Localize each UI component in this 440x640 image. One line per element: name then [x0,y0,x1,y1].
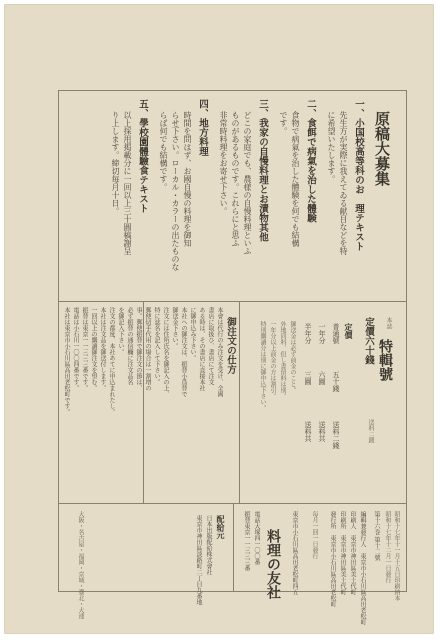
recruit-item-5-body-1: 以上採用掲載分に一回以上三十圓稿謝呈 [123,111,132,255]
special-note-1: 御送金は必ず前金のこと。 [289,321,296,393]
order-line-14: 本社は注文品を御送付します。 [99,307,106,391]
order-line-1: 本會は代行のみ注文を受け、全國 [216,307,223,397]
colophon-frame [58,90,407,625]
price-row-1-label: 普通號 [332,323,340,344]
colophon-monthly: 毎月一回一日發行 [311,511,318,559]
recruit-item-4-head: 四、地方料理 [197,99,208,156]
order-line-9: 郵便切手代用の場合は一割増の [144,307,151,391]
special-price-note-left: 本誌 [385,317,392,329]
distrib-line-1: 日本出版配給株式會社 [205,515,212,575]
recruit-item-1-body-1: 先生方が実際に我えてゐる献目などを特 [339,111,348,255]
price-table-title: 定價 [344,323,354,339]
price-row-1-c2: 送料二錢 [332,421,340,449]
recruit-item-3-head: 三、我家の自慢料理とお漬物其他 [257,99,268,242]
special-title: 特輯號 [377,339,393,381]
order-line-11: 必ず振替の通信欄に注文品名 [126,307,133,385]
order-line-3: ある時は、その書店に直接本社 [198,307,205,391]
distrib-divider [233,503,234,591]
publisher-name: 料理の友社 [265,529,281,599]
distrib-line-2: 東京市神田區淡路町二丁目九番地 [195,515,202,605]
special-note-2: 外地同料、但し書留料は別。 [279,321,286,399]
recruit-item-1-head: 一、小国校高等科のお 理テキスト [353,99,364,251]
price-row-3-label: 半年分 [304,323,312,344]
colophon-bottom-left: 大阪・名古屋・福岡・京城・臺北・大連 [77,511,84,619]
colophon-field-2: 印刷人 東京市神田區美土代町 [349,511,356,595]
colophon-date-2: 昭和十七年十二月一日發行 [384,511,391,583]
recruit-item-2-body-1: 食物で病氣を治した體験を何でも結構 [291,111,300,247]
special-price: 定價六十錢 [363,317,374,365]
order-line-15: 一回以上の購讀御注文を望む。 [90,307,97,391]
colophon-field-3: 印刷所 東京市神田區美土代町 [339,511,346,595]
recruit-item-3-body-2: ものがあるものです。これらにと思ふ [231,111,240,247]
recruit-item-4-body-2: らせ下さい。ローカル・カラーの出たものな [171,111,180,271]
order-line-6: 御送金下さい。 [171,307,178,349]
order-line-8: 特に誌名を記入して下さい。 [153,307,160,385]
special-price-note-right: 送料二錢 [367,419,374,443]
order-line-12: を御記入下さい。 [117,307,124,355]
recruit-item-1-body-2: に希望いたします。 [327,111,336,183]
special-note-4: 特別購讀分は別に御申込下さい。 [259,321,266,411]
colophon-field-1: 編輯兼發行人 東京市小石川區高田老松町 [359,511,366,625]
recruit-item-3-body-1: どこの家庭でも、農様の自慢料理といふ [243,111,252,255]
order-line-2: 書店に取扱ひ、書店にて注文 [207,307,214,385]
price-row-3-c2: 送料共 [304,421,312,442]
order-line-17: 電話は小石川一〇〇四番です。 [72,307,79,391]
colophon-date-1: 昭和十七年十一月十五日印刷納本 [393,511,400,601]
recruit-item-4-body-3: らば何でも結構です。 [159,111,168,191]
special-note-3: 一年分以上前金の方は割引。 [269,321,276,399]
price-row-2-c2: 送料共 [318,421,326,442]
recruit-item-5-body-2: り上します。締切毎月十日。 [111,111,120,215]
distrib-title: 配給元 [216,515,226,539]
order-title: 御注文の仕方 [225,317,236,374]
order-line-16: 振替は東京一一三三三番です。 [81,307,88,391]
price-row-3-c1: 三圓 [304,371,312,385]
order-line-10: 事。郵便振替で御注文の節は、 [135,307,142,391]
colophon-field-4: 發行所 東京市小石川區高田老松町 [329,511,336,607]
price-row-2-label: 一年分 [318,323,326,344]
price-row-2-c1: 六圓 [318,371,326,385]
recruit-item-2-head: 二、食餌で病氣を治した體験 [305,99,316,223]
recruit-item-5-head: 五、學校園體驗食テキスト [137,99,148,213]
publisher-addr-1: 東京市小石川區高田老松町四五 [291,511,298,595]
recruit-item-2-body-2: です。 [279,111,288,135]
recruit-item-4-body-1: 時間を問はず、お國自慢の料理を御知 [183,111,192,247]
order-divider [239,301,240,503]
publisher-addr-2: 電話大塚四一〇〇番 [253,511,260,565]
order-line-13: 注文の都度、本社あてに申込まれたし。 [108,307,115,415]
recruit-item-3-body-3: 非常時料理をお寄せ下さい。 [219,111,228,215]
order-line-4: に御申込み下さい。 [189,307,196,361]
price-row-1-c1: 五十錢 [332,371,340,392]
publisher-addr-3: 振替東京一一三三三番 [243,511,250,571]
divider-top [59,301,406,302]
order-line-18: 本社は東京市小石川區高田老松町です。 [63,307,70,415]
order-line-7: 注文には住所氏名を御記入の上、 [162,307,169,397]
order-line-5: 本社への御注文は、振替小爲替で [180,307,187,397]
colophon-issue: 第十六巻 第十二號 [373,511,380,561]
recruit-title: 原稿大募集 [373,111,391,186]
